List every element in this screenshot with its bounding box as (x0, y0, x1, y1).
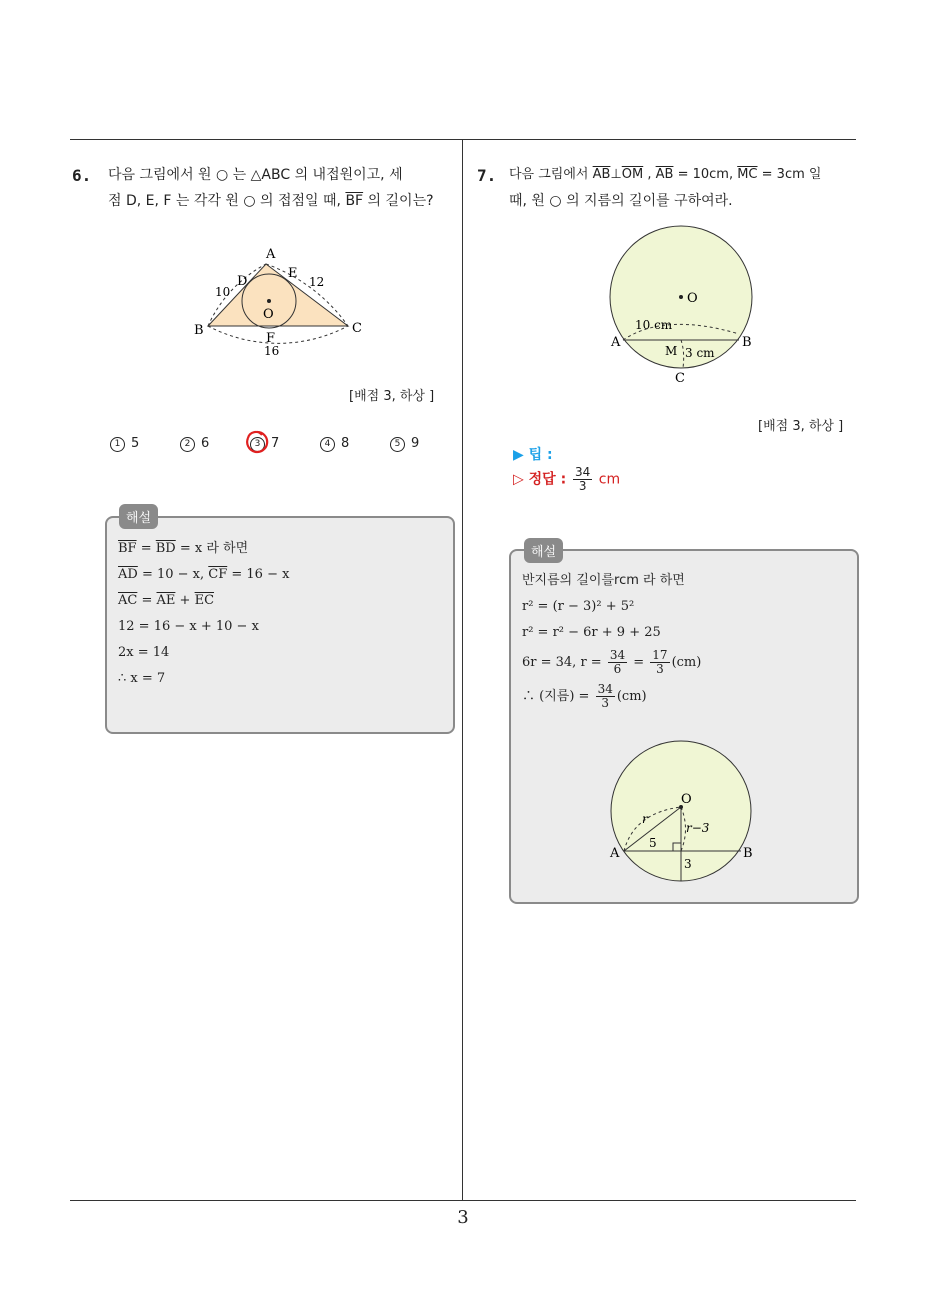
chord-circle-figure (605, 222, 765, 392)
exp6-line-4: 12 = 16 − x + 10 − x (118, 619, 259, 634)
question-7-explanation-tab: 해설 (524, 538, 563, 563)
question-6-number: 6. (72, 166, 92, 185)
column-divider (462, 139, 463, 1200)
question-6-text (108, 162, 458, 214)
fig6-label-c: C (352, 321, 362, 336)
fig6-label-b: B (194, 323, 204, 338)
fig6-label-o: O (263, 307, 274, 322)
choice-2[interactable]: 2 6 (180, 436, 209, 452)
fig6-length-ac: 12 (309, 275, 325, 289)
fig7b-label-5: 5 (649, 836, 657, 850)
question-7-text (509, 162, 859, 214)
exp7-line-5: ∴ (지름) = $\frac{34}{3}$ (cm) (522, 682, 647, 710)
question-6-explanation (118, 536, 289, 692)
fig7b-label-b: B (743, 846, 753, 861)
answer-mark-icon (244, 429, 270, 455)
fig7-label-c: C (675, 371, 685, 386)
choice-3[interactable]: 3 7 (250, 436, 279, 452)
exp6-line-1: $\overline{BF} = \overline{BD} = x$ 라 하면 (118, 541, 249, 556)
fig7b-label-3: 3 (684, 857, 692, 871)
exp7-line-1: 반지름의 길이를rcm 라 하면 (522, 573, 685, 588)
exp7-line-3: r² = r² − 6r + 9 + 25 (522, 625, 661, 640)
question-6-line-2: 점 D, E, F 는 각각 원 ○ 의 접점일 때, $\overline{BF}$ 의 길이는? (108, 193, 434, 209)
answer-row (513, 466, 620, 493)
explanation-circle-figure (604, 735, 764, 885)
fig7b-label-a: A (610, 846, 620, 861)
fig7-label-b: B (742, 335, 752, 350)
page-number: 3 (457, 1207, 469, 1228)
tip-label: ▶ 팁 : (513, 447, 553, 463)
exp6-line-2: $\overline{AD} = 10 - x$, $\overline{CF} = 16 - x$ (118, 567, 290, 582)
choice-1[interactable]: 1 5 (110, 436, 139, 452)
answer-label: ▷ 정답 : (513, 471, 572, 488)
fig7-length-ab: 10 cm (635, 318, 673, 332)
question-7-explanation (522, 568, 701, 714)
fig6-label-f: F (266, 331, 276, 346)
fig7-length-mc: 3 cm (685, 346, 715, 360)
choice-4[interactable]: 4 8 (320, 436, 349, 452)
question-7-line-1: 다음 그림에서 $\overline{AB}\perp\overline{OM}$ , $\overline{AB} = 10cm$, $\overline{MC} = 3cm$ 일 (509, 167, 822, 182)
fig6-label-e: E (288, 266, 298, 281)
choice-5[interactable]: 5 9 (390, 436, 419, 452)
fig6-length-ab: 10 (215, 285, 231, 299)
answer-fraction: $\frac{34}{3}$ (575, 465, 591, 493)
question-7-score: [배점 3, 하상 ] (758, 419, 844, 434)
exp7-line-4: 6r = 34, r = $\frac{34}{6}$ = $\frac{17}{3}$ (cm) (522, 648, 702, 676)
fig7-label-m: M (665, 344, 678, 358)
fig6-label-a: A (266, 247, 276, 262)
exp6-line-5: 2x = 14 (118, 645, 170, 660)
question-7-line-2: 때, 원 ○ 의 지름의 길이를 구하여라. (509, 193, 733, 209)
question-6-score: [배점 3, 하상 ] (349, 389, 435, 404)
fig7-label-a: A (611, 335, 621, 350)
fig6-label-d: D (237, 274, 248, 289)
question-7-number: 7. (477, 166, 497, 185)
question-6-line-1: 다음 그림에서 원 ○ 는 △ABC 의 내접원이고, 세 (108, 167, 403, 183)
question-6-explanation-tab: 해설 (119, 504, 158, 529)
answer-unit: cm (598, 471, 621, 488)
top-rule (70, 139, 856, 140)
fig7-label-o: O (687, 291, 698, 306)
triangle-incircle-figure (190, 244, 370, 364)
fig7b-label-o: O (681, 792, 692, 807)
exp7-line-2: r² = (r − 3)² + 5² (522, 599, 635, 614)
fig7b-label-r: r (642, 812, 648, 826)
exp6-line-6: ∴ x = 7 (118, 671, 166, 686)
bottom-rule (70, 1200, 856, 1201)
fig7b-label-r-minus-3: r−3 (686, 821, 710, 835)
fig6-length-bc: 16 (264, 344, 280, 358)
exp6-line-3: $\overline{AC} = \overline{AE} + \overline{EC}$ (118, 593, 215, 608)
